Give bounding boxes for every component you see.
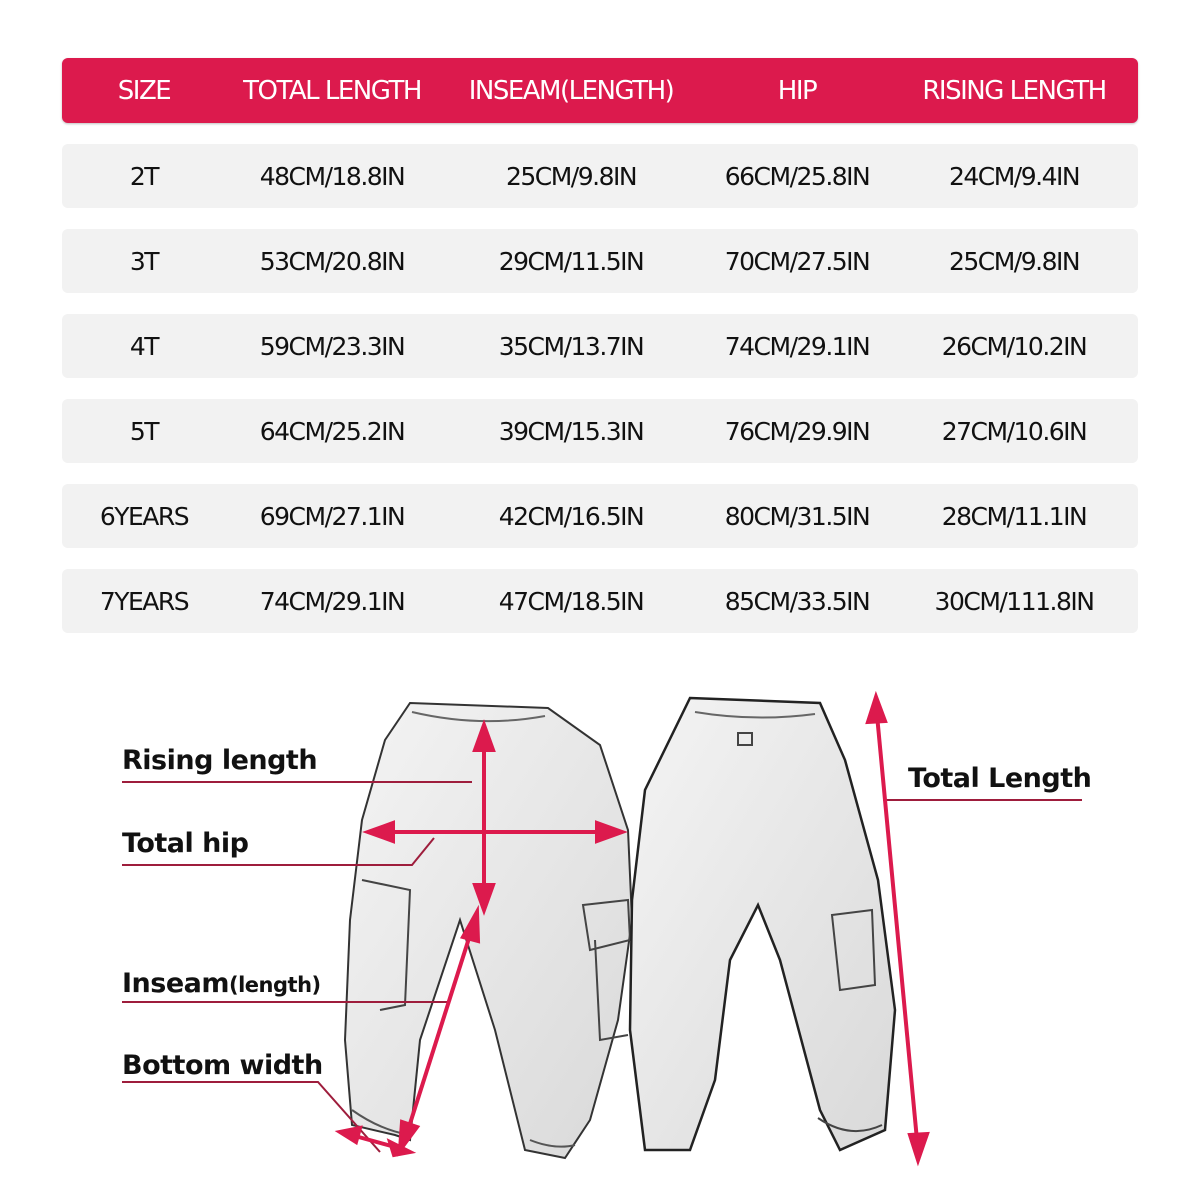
table-cell: 35CM/13.7IN: [498, 331, 644, 361]
table-cell: 25CM/9.8IN: [505, 161, 637, 191]
table-cell: 47CM/18.5IN: [498, 586, 644, 616]
header-hip: HIP: [777, 75, 817, 106]
table-cell: 80CM/31.5IN: [724, 501, 870, 531]
table-row: [62, 569, 1138, 633]
label-total-hip: Total hip: [122, 828, 249, 859]
table-cell: 39CM/15.3IN: [498, 416, 644, 446]
table-cell: 64CM/25.2IN: [259, 416, 405, 446]
table-cell: 2T: [129, 161, 159, 191]
table-cell: 29CM/11.5IN: [498, 246, 644, 276]
table-cell: 28CM/11.1IN: [941, 501, 1087, 531]
table-cell: 6YEARS: [99, 501, 189, 531]
label-inseam-suffix: (length): [229, 973, 321, 997]
table-cell: 4T: [129, 331, 159, 361]
size-chart-table: [62, 58, 1138, 633]
label-inseam-text: Inseam: [122, 968, 230, 999]
table-cell: 74CM/29.1IN: [259, 586, 405, 616]
table-cell: 48CM/18.8IN: [259, 161, 405, 191]
label-inseam: [122, 968, 321, 999]
table-cell: 59CM/23.3IN: [259, 331, 405, 361]
table-cell: 69CM/27.1IN: [259, 501, 405, 531]
table-row: [62, 399, 1138, 463]
header-total-length: TOTAL LENGTH: [243, 75, 421, 106]
pants-measurement-diagram: [0, 650, 1200, 1200]
table-row: [62, 229, 1138, 293]
table-row: [62, 144, 1138, 208]
header-rising-length: RISING LENGTH: [922, 75, 1106, 106]
table-row: [62, 484, 1138, 548]
table-cell: 53CM/20.8IN: [259, 246, 405, 276]
table-cell: 76CM/29.9IN: [724, 416, 870, 446]
table-cell: 25CM/9.8IN: [948, 246, 1080, 276]
table-cell: 27CM/10.6IN: [941, 416, 1087, 446]
table-cell: 30CM/111.8IN: [934, 586, 1094, 616]
table-cell: 66CM/25.8IN: [724, 161, 870, 191]
header-inseam: INSEAM(LENGTH): [468, 75, 674, 106]
label-rising-length: Rising length: [122, 745, 318, 776]
header-size: SIZE: [117, 75, 171, 106]
table-cell: 85CM/33.5IN: [724, 586, 870, 616]
label-total-length: Total Length: [908, 763, 1092, 794]
table-cell: 24CM/9.4IN: [948, 161, 1080, 191]
table-header: [62, 58, 1138, 123]
pants-illustration: [0, 650, 1200, 1200]
table-cell: 7YEARS: [99, 586, 189, 616]
table-row: [62, 314, 1138, 378]
table-cell: 74CM/29.1IN: [724, 331, 870, 361]
label-bottom-width: Bottom width: [122, 1050, 323, 1081]
table-cell: 70CM/27.5IN: [724, 246, 870, 276]
table-cell: 26CM/10.2IN: [941, 331, 1087, 361]
table-cell: 3T: [129, 246, 159, 276]
table-cell: 5T: [129, 416, 159, 446]
table-cell: 42CM/16.5IN: [498, 501, 644, 531]
